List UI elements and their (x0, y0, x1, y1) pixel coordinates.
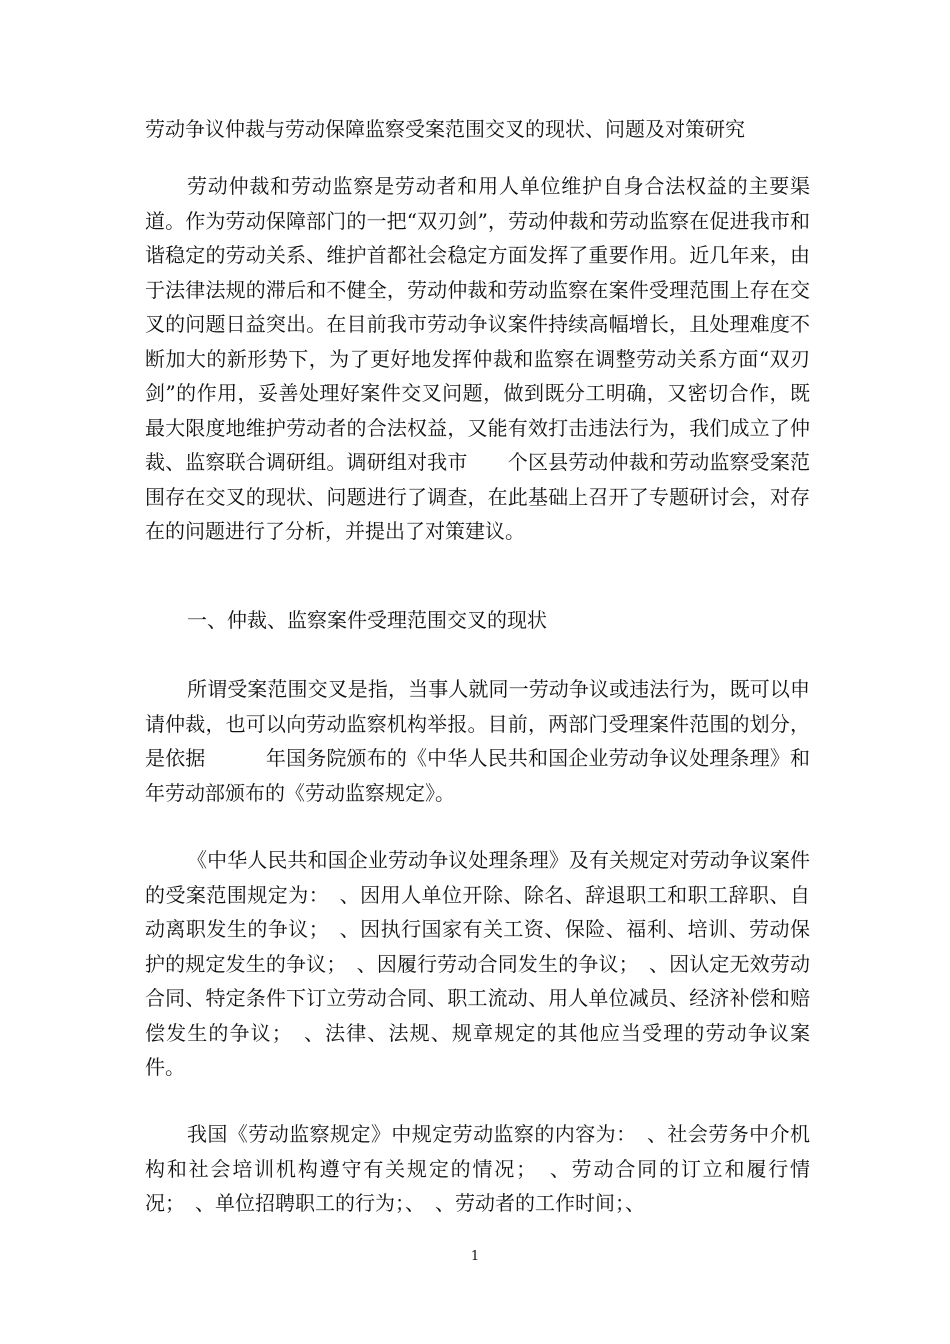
body-paragraph: 我国《劳动监察规定》中规定劳动监察的内容为： 、社会劳务中介机构和社会培训机构遵守有关规定的情况； 、劳动合同的订立和履行情况； 、单位招聘职工的行为；、 、劳动者的工作时间；、 (145, 1122, 810, 1215)
document-title: 劳动争议仲裁与劳动保障监察受案范围交叉的现状、问题及对策研究 (145, 117, 745, 141)
body-paragraph: 《中华人民共和国企业劳动争议处理条理》及有关规定对劳动争议案件的受案范围规定为： 、因用人单位开除、除名、辞退职工和职工辞职、自动离职发生的争议； 、因执行国家有关工资、保险、福利、培训、劳动保护的规定发生的争议； 、因履行劳动合同发生的争议； 、因认定无效劳动合同、特定条件下订立劳动合同、职工流动、用人单位减员、经济补偿和赔偿发生的争议； 、法律、法规、规章规定的其他应当受理的劳动争议案件。 (145, 848, 810, 1079)
body-paragraph: 所谓受案范围交叉是指，当事人就同一劳动争议或违法行为，既可以申请仲裁，也可以向劳动监察机构举报。目前，两部门受理案件范围的划分，是依据 年国务院颁布的《中华人民共和国企业劳动争议处理条理》和 年劳动部颁布的《劳动监察规定》。 (145, 677, 870, 805)
page-number: 1 (470, 1249, 480, 1264)
section-heading: 一、仲裁、监察案件受理范围交叉的现状 (187, 608, 547, 632)
body-paragraph: 劳动仲裁和劳动监察是劳动者和用人单位维护自身合法权益的主要渠道。作为劳动保障部门的一把“双刃剑”，劳动仲裁和劳动监察在促进我市和谐稳定的劳动关系、维护首都社会稳定方面发挥了重要作用。近几年来，由于法律法规的滞后和不健全，劳动仲裁和劳动监察在案件受理范围上存在交叉的问题日益突出。在目前我市劳动争议案件持续高幅增长，且处理难度不断加大的新形势下，为了更好地发挥仲裁和监察在调整劳动关系方面“双刃剑”的作用，妥善处理好案件交叉问题，做到既分工明确，又密切合作，既最大限度地维护劳动者的合法权益，又能有效打击违法行为，我们成立了仲裁、监察联合调研组。调研组对我市 个区县劳动仲裁和劳动监察受案范围存在交叉的现状、问题进行了调查，在此基础上召开了专题研讨会，对存在的问题进行了分析，并提出了对策建议。 (145, 174, 810, 543)
